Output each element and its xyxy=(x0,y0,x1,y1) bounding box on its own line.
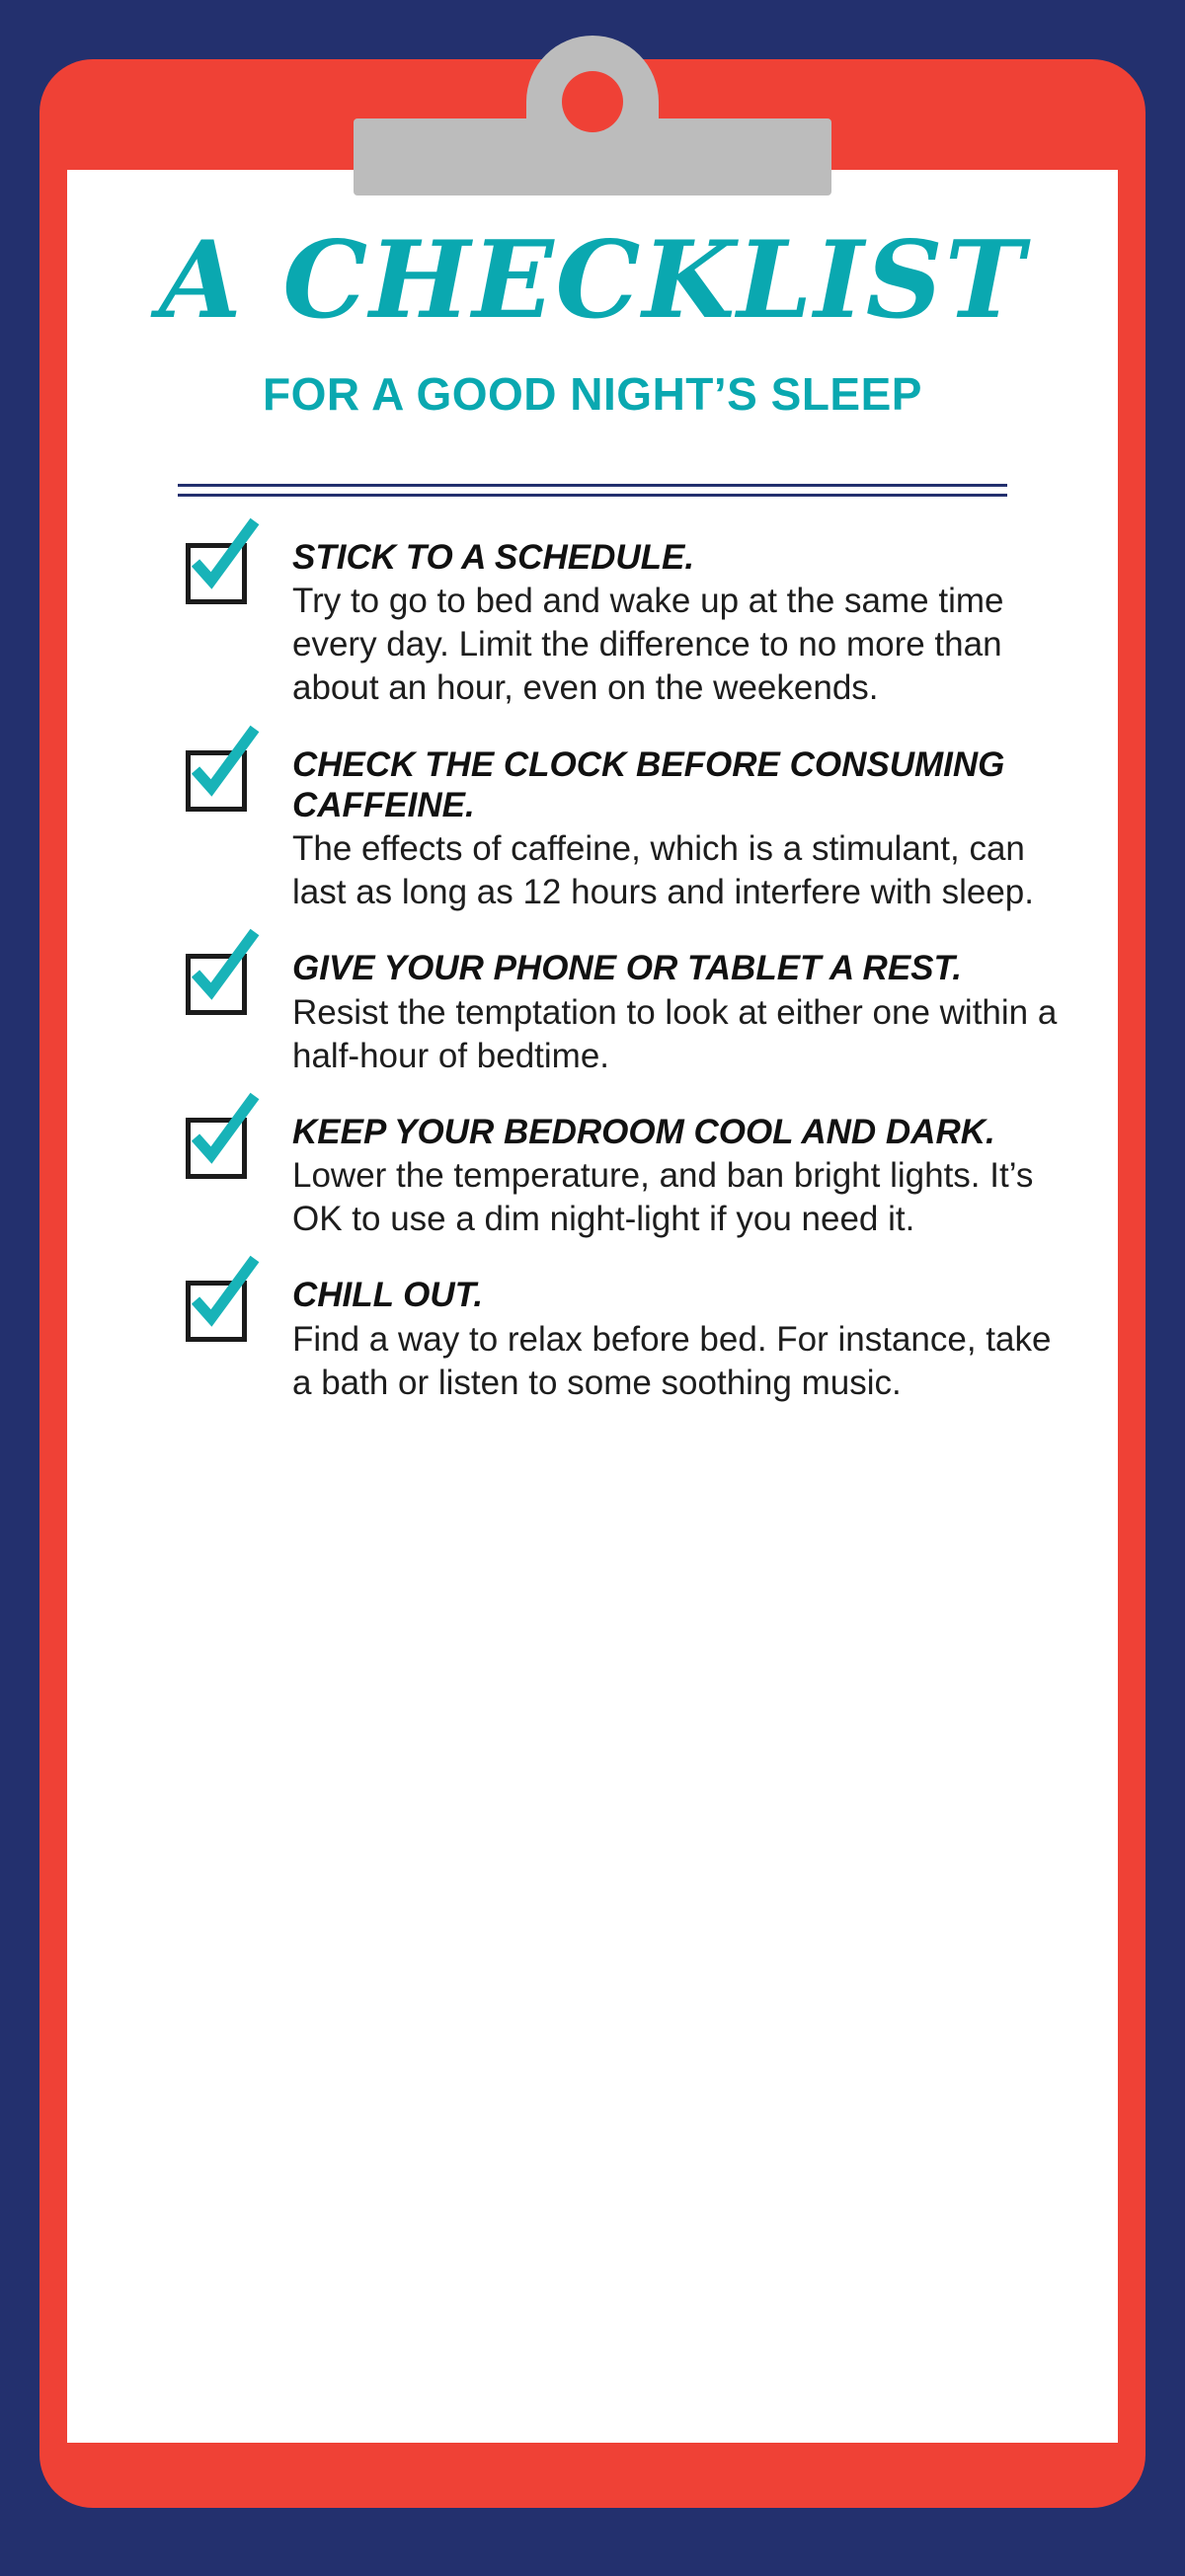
list-item xyxy=(67,1275,1118,1404)
list-item-heading: KEEP YOUR BEDROOM COOL AND DARK. xyxy=(292,1112,995,1151)
check-mark-icon xyxy=(182,1094,271,1183)
list-item xyxy=(67,1112,1118,1241)
checkbox-checked[interactable] xyxy=(186,750,255,820)
list-item-body: Find a way to relax before bed. For instance, take a bath or listen to some soothing music. xyxy=(292,1319,1052,1402)
list-item xyxy=(67,744,1118,915)
list-item-body: Lower the temperature, and ban bright lights. It’s OK to use a dim night-light if you need it. xyxy=(292,1156,1034,1239)
clipboard-clip-hole xyxy=(562,71,623,132)
checkbox-checked[interactable] xyxy=(186,1281,255,1350)
list-item-heading: CHECK THE CLOCK BEFORE CONSUMING CAFFEINE. xyxy=(292,744,1005,824)
check-mark-icon xyxy=(182,727,271,816)
checkbox-checked[interactable] xyxy=(186,543,255,612)
list-item-body: The effects of caffeine, which is a stimulant, can last as long as 12 hours and interfere with sleep. xyxy=(292,829,1034,912)
checklist xyxy=(67,537,1118,1439)
list-item xyxy=(67,948,1118,1077)
list-item-heading: STICK TO A SCHEDULE. xyxy=(292,538,695,577)
list-item-body: Resist the temptation to look at either one within a half-hour of bedtime. xyxy=(292,992,1058,1075)
list-item-heading: CHILL OUT. xyxy=(292,1276,484,1315)
check-mark-icon xyxy=(182,1257,271,1346)
list-item-heading: GIVE YOUR PHONE OR TABLET A REST. xyxy=(292,949,963,988)
page-title: A CHECKLIST xyxy=(158,218,1027,343)
check-mark-icon xyxy=(182,519,271,608)
check-mark-icon xyxy=(182,930,271,1019)
list-item xyxy=(67,537,1118,711)
divider xyxy=(178,484,1007,497)
checkbox-checked[interactable] xyxy=(186,954,255,1023)
page-subtitle: FOR A GOOD NIGHT’S SLEEP xyxy=(263,368,922,420)
list-item-body: Try to go to bed and wake up at the same time every day. Limit the difference to no more than about an hour, even on the weekends. xyxy=(292,582,1004,708)
checkbox-checked[interactable] xyxy=(186,1118,255,1187)
paper-sheet xyxy=(67,170,1118,2443)
